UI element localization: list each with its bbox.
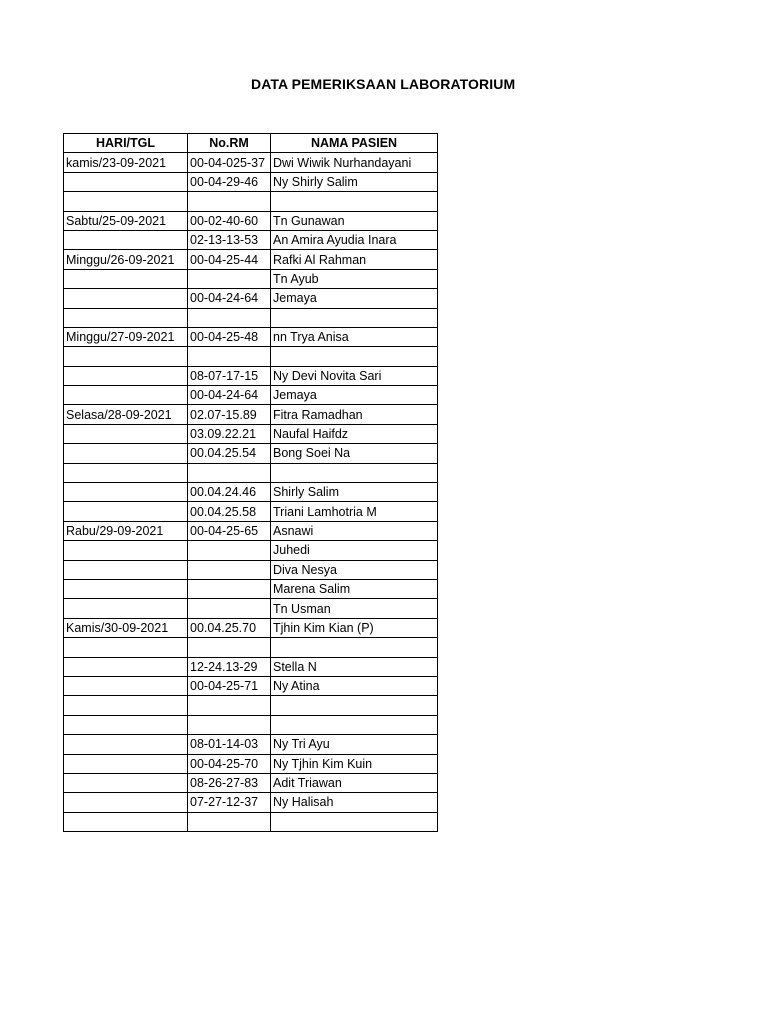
table-row: [64, 250, 438, 269]
cell-rm-number: [188, 463, 271, 482]
lab-exam-table: [63, 133, 438, 832]
table-row: [64, 502, 438, 521]
table-row: [64, 172, 438, 191]
table-row: [64, 230, 438, 249]
cell-rm-number: 00-04-24-64: [188, 289, 271, 308]
cell-rm-number: 00-04-25-48: [188, 327, 271, 346]
cell-patient-name: Tn Gunawan: [271, 211, 438, 230]
cell-rm-number: [188, 599, 271, 618]
table-row: [64, 405, 438, 424]
cell-rm-number: [188, 269, 271, 288]
title-clip: [0, 74, 516, 96]
table-row: [64, 153, 438, 172]
cell-day-date: [64, 424, 188, 443]
cell-day-date: [64, 579, 188, 598]
cell-day-date: [64, 386, 188, 405]
cell-patient-name: [271, 812, 438, 831]
cell-patient-name: Tn Ayub: [271, 269, 438, 288]
cell-rm-number: [188, 192, 271, 211]
cell-day-date: [64, 502, 188, 521]
table-row: [64, 676, 438, 695]
cell-rm-number: [188, 560, 271, 579]
cell-rm-number: [188, 812, 271, 831]
table-row: [64, 773, 438, 792]
table-row: [64, 793, 438, 812]
table-row: [64, 192, 438, 211]
cell-patient-name: Ny Tjhin Kim Kuin: [271, 754, 438, 773]
cell-patient-name: Ny Shirly Salim: [271, 172, 438, 191]
cell-patient-name: Tjhin Kim Kian (P): [271, 618, 438, 637]
cell-patient-name: [271, 463, 438, 482]
table-row: [64, 483, 438, 502]
cell-rm-number: 00.04.25.58: [188, 502, 271, 521]
table-row: [64, 521, 438, 540]
table-row: [64, 327, 438, 346]
cell-rm-number: 00-04-25-44: [188, 250, 271, 269]
table-row: [64, 308, 438, 327]
table-row: [64, 541, 438, 560]
cell-patient-name: Dwi Wiwik Nurhandayani: [271, 153, 438, 172]
cell-day-date: kamis/23-09-2021: [64, 153, 188, 172]
cell-rm-number: 08-07-17-15: [188, 366, 271, 385]
table-row: [64, 812, 438, 831]
cell-patient-name: Bong Soei Na: [271, 444, 438, 463]
cell-patient-name: [271, 308, 438, 327]
cell-day-date: [64, 541, 188, 560]
cell-rm-number: 07-27-12-37: [188, 793, 271, 812]
table-row: [64, 599, 438, 618]
table-row: [64, 696, 438, 715]
cell-patient-name: Rafki Al Rahman: [271, 250, 438, 269]
cell-day-date: Minggu/27-09-2021: [64, 327, 188, 346]
cell-rm-number: 12-24.13-29: [188, 657, 271, 676]
table-row: [64, 386, 438, 405]
cell-day-date: [64, 192, 188, 211]
table-row: [64, 638, 438, 657]
cell-day-date: [64, 657, 188, 676]
cell-patient-name: nn Trya Anisa: [271, 327, 438, 346]
cell-rm-number: [188, 579, 271, 598]
cell-patient-name: Marena Salim: [271, 579, 438, 598]
cell-day-date: Rabu/29-09-2021: [64, 521, 188, 540]
cell-rm-number: 00-04-25-70: [188, 754, 271, 773]
table-body: [64, 153, 438, 832]
cell-day-date: [64, 463, 188, 482]
cell-day-date: Minggu/26-09-2021: [64, 250, 188, 269]
column-header-rm: No.RM: [188, 134, 271, 153]
cell-day-date: [64, 773, 188, 792]
table-row: [64, 347, 438, 366]
cell-patient-name: [271, 192, 438, 211]
cell-day-date: [64, 230, 188, 249]
cell-rm-number: 00.04.25.54: [188, 444, 271, 463]
cell-rm-number: 00-04-25-65: [188, 521, 271, 540]
cell-day-date: [64, 444, 188, 463]
cell-day-date: [64, 366, 188, 385]
cell-patient-name: Asnawi: [271, 521, 438, 540]
cell-patient-name: Fitra Ramadhan: [271, 405, 438, 424]
cell-patient-name: Shirly Salim: [271, 483, 438, 502]
column-header-date: HARI/TGL: [64, 134, 188, 153]
cell-day-date: [64, 172, 188, 191]
table-row: [64, 657, 438, 676]
table-row: [64, 560, 438, 579]
cell-day-date: Selasa/28-09-2021: [64, 405, 188, 424]
cell-day-date: [64, 347, 188, 366]
table-row: [64, 211, 438, 230]
cell-day-date: [64, 308, 188, 327]
table-row: [64, 463, 438, 482]
cell-rm-number: 03.09.22.21: [188, 424, 271, 443]
cell-rm-number: 00-02-40-60: [188, 211, 271, 230]
cell-rm-number: 00-04-29-46: [188, 172, 271, 191]
cell-patient-name: Jemaya: [271, 386, 438, 405]
cell-patient-name: Ny Atina: [271, 676, 438, 695]
cell-patient-name: Ny Devi Novita Sari: [271, 366, 438, 385]
cell-day-date: [64, 289, 188, 308]
cell-day-date: [64, 269, 188, 288]
cell-rm-number: 00.04.25.70: [188, 618, 271, 637]
cell-day-date: [64, 735, 188, 754]
table-row: [64, 289, 438, 308]
cell-patient-name: Jemaya: [271, 289, 438, 308]
cell-day-date: [64, 812, 188, 831]
cell-rm-number: 08-01-14-03: [188, 735, 271, 754]
table-row: [64, 366, 438, 385]
cell-patient-name: Triani Lamhotria M: [271, 502, 438, 521]
column-header-patient: NAMA PASIEN: [271, 134, 438, 153]
cell-day-date: [64, 483, 188, 502]
cell-rm-number: 02.07-15.89: [188, 405, 271, 424]
cell-rm-number: 00.04.24.46: [188, 483, 271, 502]
page-title: DATA PEMERIKSAAN LABORATORIUM: [251, 76, 516, 92]
cell-rm-number: 08-26-27-83: [188, 773, 271, 792]
cell-rm-number: 00-04-25-71: [188, 676, 271, 695]
cell-day-date: [64, 599, 188, 618]
cell-rm-number: [188, 715, 271, 734]
cell-patient-name: Stella N: [271, 657, 438, 676]
table-row: [64, 754, 438, 773]
cell-rm-number: [188, 541, 271, 560]
table-row: [64, 715, 438, 734]
cell-rm-number: [188, 347, 271, 366]
cell-patient-name: [271, 696, 438, 715]
table-row: [64, 269, 438, 288]
cell-day-date: [64, 676, 188, 695]
cell-patient-name: [271, 715, 438, 734]
cell-patient-name: Juhedi: [271, 541, 438, 560]
table-row: [64, 618, 438, 637]
table-row: [64, 579, 438, 598]
cell-patient-name: Naufal Haifdz: [271, 424, 438, 443]
cell-day-date: [64, 754, 188, 773]
cell-day-date: [64, 638, 188, 657]
cell-day-date: [64, 696, 188, 715]
table-row: [64, 424, 438, 443]
cell-rm-number: 02-13-13-53: [188, 230, 271, 249]
cell-rm-number: [188, 308, 271, 327]
cell-patient-name: Ny Halisah: [271, 793, 438, 812]
cell-patient-name: An Amira Ayudia Inara: [271, 230, 438, 249]
cell-patient-name: [271, 347, 438, 366]
cell-patient-name: Adit Triawan: [271, 773, 438, 792]
cell-rm-number: [188, 696, 271, 715]
cell-day-date: [64, 793, 188, 812]
cell-rm-number: 00-04-24-64: [188, 386, 271, 405]
cell-day-date: [64, 715, 188, 734]
cell-patient-name: Ny Tri Ayu: [271, 735, 438, 754]
table-header-row: [64, 134, 438, 153]
table-row: [64, 735, 438, 754]
cell-day-date: Sabtu/25-09-2021: [64, 211, 188, 230]
cell-patient-name: Tn Usman: [271, 599, 438, 618]
cell-rm-number: 00-04-025-37: [188, 153, 271, 172]
cell-patient-name: Diva Nesya: [271, 560, 438, 579]
table-row: [64, 444, 438, 463]
cell-day-date: [64, 560, 188, 579]
cell-rm-number: [188, 638, 271, 657]
cell-patient-name: [271, 638, 438, 657]
cell-day-date: Kamis/30-09-2021: [64, 618, 188, 637]
